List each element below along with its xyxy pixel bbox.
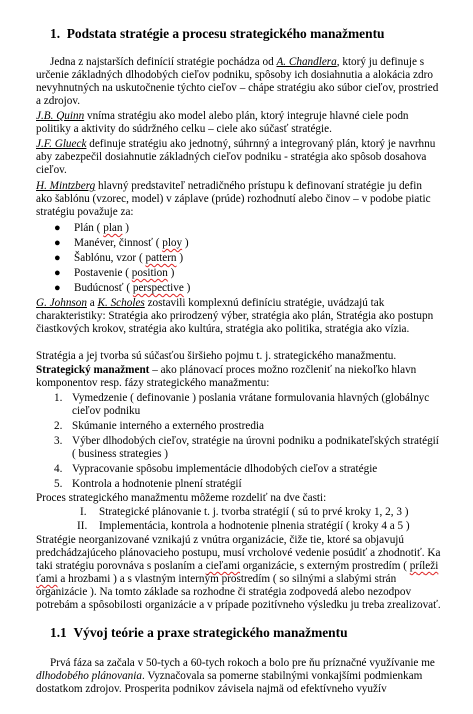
term-italic: dlhodobého plánovania (36, 670, 142, 682)
bullet-icon: ● (54, 252, 61, 264)
term-bold: Strategický manažment (36, 364, 150, 376)
paragraph-line: stratégiu považuje za: (36, 206, 134, 218)
author-name: G. Johnson (36, 297, 87, 309)
paragraph-line: politiky a aktivity do súdržného celku – ciele ako súčasť stratégie. (36, 123, 332, 135)
paragraph-line: ťami a hrozbami ) a s vlastným interným prostredím ( so silnými a slabými strán (36, 573, 397, 585)
step-text: Kontrola a hodnotenie plnení stratégií (72, 478, 242, 490)
paragraph-line: ako šablónu (vzorec, model) v záplave (prúde) rozhodnutí alebo činov – v podobe piatic (36, 193, 431, 205)
step-text: ( business strategies ) (72, 448, 169, 460)
text: Jedna z najstarších definícií stratégie pochádza od (50, 56, 277, 68)
paragraph-line: taki stratégiu porovnáva s poslaním a cieľami organizácie, s externým prostredím ( príleži (36, 560, 439, 572)
text: hlavný predstaviteľ netradičného prístupu k definovaní stratégie ju defin (95, 180, 422, 192)
subsection-heading (50, 626, 348, 639)
bullet-icon: ● (54, 267, 61, 279)
paragraph-line: Proces strategického manažmentu môžeme rozdeliť na dve časti: (36, 492, 327, 504)
author-name: K. Scholes (97, 297, 145, 309)
paragraph-line (50, 56, 424, 69)
bullet-icon: ● (54, 282, 61, 294)
text: vníma stratégiu ako model alebo plán, ktorý integruje hlavné ciele podn (84, 110, 409, 122)
step-text: Skúmanie interného a externého prostredia (72, 420, 264, 432)
subsection-number: 1.1 (50, 625, 67, 640)
list-item: Manéver, činnosť ( ploy ) (74, 237, 189, 249)
paragraph-line: G. Johnson a K. Scholes zostavili komplexnú definíciu stratégie, uvádzajú tak (36, 297, 385, 309)
paragraph-line: určenie základných dlhodobých cieľov podniku, spôsoby ich dosiahnutia a alokácia zdro (36, 69, 433, 81)
list-item: Postavenie ( position ) (74, 267, 175, 279)
paragraph-line: potrebám a spôsobilosti organizácie a v prípade pozitívneho výsledku ju treba zrealizovať. (36, 599, 441, 611)
section-title: Podstata stratégie a procesu strategického manažmentu (66, 26, 385, 41)
paragraph-line (36, 180, 422, 193)
step-number: 4. (54, 463, 63, 475)
text: definuje stratégiu ako jednotný, súhrnný a integrovaný plán, ktorý je navrhnu (86, 138, 436, 150)
paragraph-line: komponentov resp. fázy strategického manažmentu: (36, 377, 270, 389)
paragraph-line: predchádzajúceho plánovacieho postupu, musí vrcholové vedenie posúdiť a zhodnotiť. Ka (36, 547, 441, 559)
paragraph-line: nevyhnutných na uskutočnenie týchto cieľov – chápe stratégiu ako súbor cieľov, prostried (36, 82, 439, 94)
paragraph-line: dlhodobého plánovania. Vyznačovala sa pomerne stabilnými vonkajšími podmienkam (36, 670, 423, 682)
list-item: Plán ( plan ) (74, 222, 130, 234)
bullet-icon: ● (54, 222, 61, 234)
section-number: 1. (50, 26, 61, 41)
step-number: 3. (54, 435, 63, 447)
roman-text: Strategické plánovanie t. j. tvorba stratégií ( sú to prvé kroky 1, 2, 3 ) (99, 506, 409, 518)
step-number: 2. (54, 420, 63, 432)
step-text: Vypracovanie spôsobu implementácie dlhodobých cieľov a stratégie (72, 463, 378, 475)
bullet-icon: ● (54, 237, 61, 249)
paragraph-line: Prvá fáza sa začala v 50-tych a 60-tych rokoch a bolo pre ňu príznačné využívanie me (50, 657, 435, 669)
paragraph-line: cieľov. (36, 164, 67, 176)
paragraph-line: čiastkových krokov, stratégia ako kultúra, stratégia ako politika, stratégia ako vízia. (36, 323, 410, 335)
paragraph-line: a zdrojov. (36, 95, 81, 107)
step-number: 1. (54, 392, 63, 404)
subsection-title: Vývoj teórie a praxe strategického manažmentu (73, 625, 348, 640)
roman-text: Implementácia, kontrola a hodnotenie plnenia stratégií ( kroky 4 a 5 ) (99, 520, 410, 532)
step-text: Vymedzenie ( definovanie ) poslania vrátane formulovania hlavných (globálnyc (72, 392, 430, 404)
author-name: J.F. Glueck (36, 138, 87, 150)
paragraph-line: Stratégie neorganizované vznikajú z vnútra organizácie, čiže tie, ktoré sa objavujú (36, 534, 405, 546)
paragraph-line (36, 138, 435, 151)
paragraph-line: dostatkom zdrojov. Prosperita podnikov závisela najmä od efektívneho využív (36, 683, 387, 695)
step-text: Výber dlhodobých cieľov, stratégie na úrovni podniku a podnikateľských stratégií (72, 435, 439, 447)
list-item: Šablónu, vzor ( pattern ) (74, 252, 184, 264)
text: , ktorý ju definuje s (336, 56, 425, 68)
roman-number: II. (77, 520, 88, 532)
list-item: Budúcnosť ( perspective ) (74, 282, 191, 294)
paragraph-line: aby zabezpečil dosiahnutie základných cieľov podniku - stratégia ako spôsob dosahova (36, 151, 427, 163)
paragraph-line (36, 110, 409, 123)
author-name: J.B. Quinn (36, 110, 85, 122)
paragraph-line: charakteristiky: Stratégia ako prirodzený výber, stratégia ako plán, Stratégia ako postupn (36, 310, 434, 322)
paragraph-line: Stratégia a jej tvorba sú súčasťou širšieho pojmu t. j. strategického manažmentu. (36, 350, 397, 362)
paragraph-line: organizácie ). Na tomto základe sa rozhodne či stratégia zodpovedá alebo nezodpov (36, 586, 412, 598)
section-heading (50, 27, 384, 40)
author-name: A. Chandlera (276, 56, 337, 68)
author-name: H. Mintzberg (36, 180, 96, 192)
roman-number: I. (80, 506, 87, 518)
paragraph-line: Strategický manažment – ako plánovací proces možno rozčleniť na niekoľko hlavn (36, 364, 417, 376)
step-text: cieľov podniku (72, 405, 141, 417)
step-number: 5. (54, 478, 63, 490)
